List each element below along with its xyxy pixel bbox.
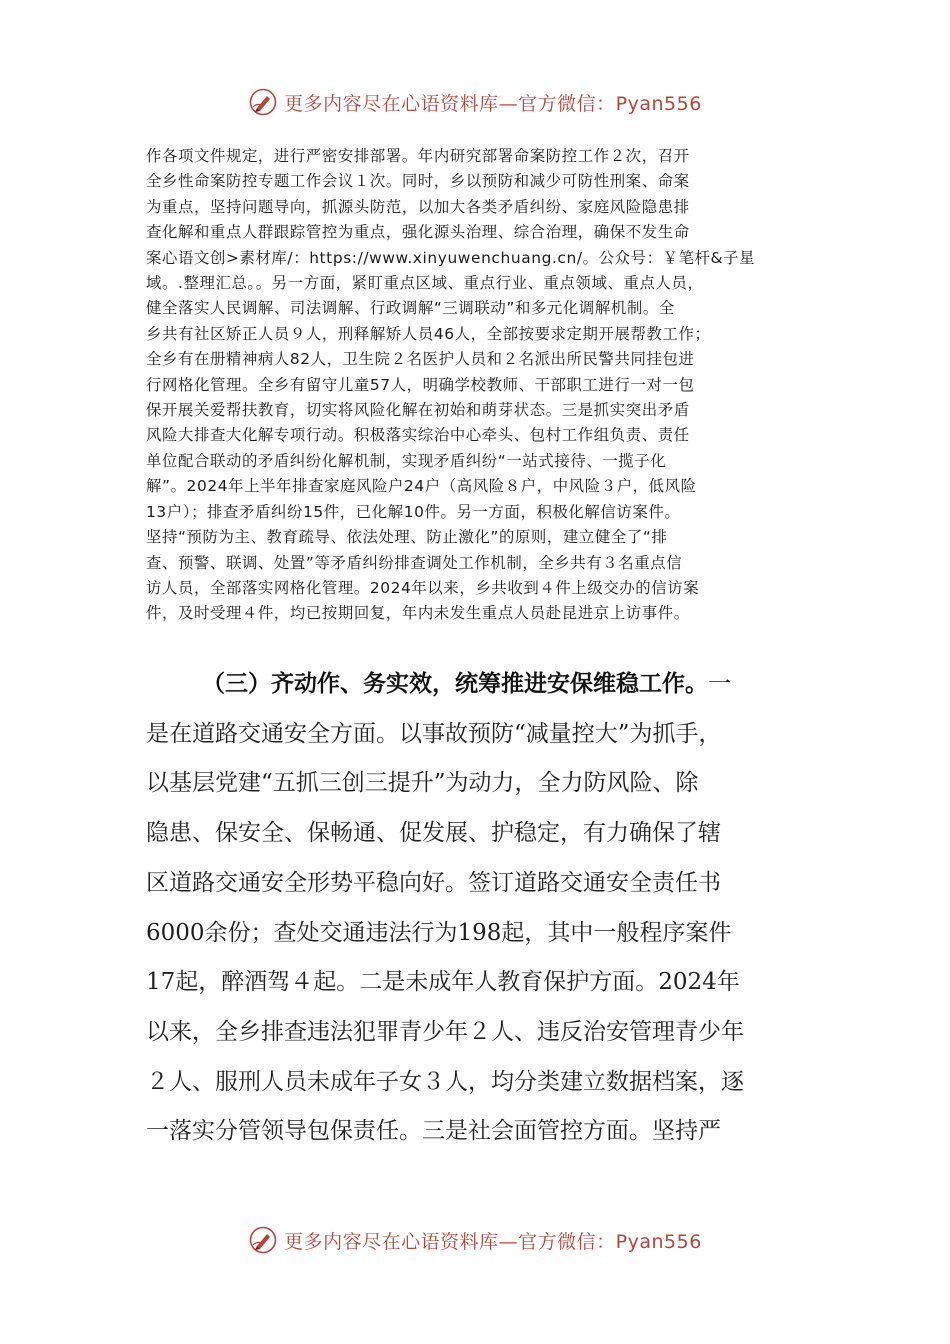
text-line: 访人员，全部落实网格化管理。2024年以来，乡共收到４件上级交办的信访案: [146, 578, 700, 597]
banner-text: [284, 1227, 702, 1254]
text-line: 区道路交通安全形势平稳向好。签订道路交通安全责任书: [146, 869, 721, 896]
text-line: ２人、服刑人员未成年子女３人，均分类建立数据档案，逐: [146, 1068, 744, 1095]
text-line: 以基层党建“五抓三创三提升”为动力，全力防风险、除: [146, 770, 699, 797]
section-heading: （三）齐动作、务实效，统筹推进安保维稳工作。: [202, 671, 708, 697]
text-line: 保开展关爱帮扶教育，切实将风险化解在初始和萌芽状态。三是抓实突出矛盾: [146, 401, 690, 420]
text-line: 是在道路交通安全方面。以事故预防“减量控大”为抓手，: [146, 720, 722, 747]
text-line: 解”。2024年上半年排查家庭风险户24户（高风险８户，中风险３户，低风险: [146, 477, 697, 496]
header-banner: [0, 84, 950, 120]
small-paragraph: [146, 144, 808, 627]
text-line: 作各项文件规定，进行严密安排部署。年内研究部署命案防控工作２次，召开: [146, 147, 690, 165]
text-line: 隐患、保安全、保畅通、促发展、护稳定，有力确保了辖: [146, 820, 721, 847]
text-line: 风险大排查大化解专项行动。积极落实综治中心牵头、包村工作组负责、责任: [146, 426, 690, 445]
pen-logo-icon: [248, 87, 278, 117]
text-line: 全乡性命案防控专题工作会议１次。同时，乡以预防和减少可防性刑案、命案: [146, 172, 690, 191]
text-line: 件，及时受理４件，均已按期回复，年内未发生重点人员赴昆进京上访事件。: [146, 604, 690, 623]
text-line: 为重点，坚持问题导向，抓源头防范，以加大各类矛盾纠纷、家庭风险隐患排: [146, 197, 690, 216]
section-heading-line: [146, 660, 808, 710]
footer-banner: [0, 1222, 950, 1258]
text-line: 13户）；排查矛盾纠纷15件，已化解10件。另一方面，积极化解信访案件。: [146, 502, 681, 521]
banner-main-text: 更多内容尽在心语资料库—官方微信：: [284, 1230, 616, 1253]
section-heading-continuation: 一: [708, 671, 731, 697]
text-line: 坚持“预防为主、教育疏导、依法处理、防止激化”的原则，建立健全了“排: [146, 528, 668, 547]
section-three: [146, 660, 808, 1157]
banner-main-text: 更多内容尽在心语资料库—官方微信：: [284, 92, 616, 115]
text-line: 全乡有在册精神病人82人，卫生院２名医护人员和２名派出所民警共同挂包进: [146, 350, 695, 369]
pen-logo-icon: [248, 1225, 278, 1255]
text-line: 单位配合联动的矛盾纠纷化解机制，实现矛盾纠纷“一站式接待、一揽子化: [146, 451, 667, 470]
text-line: 行网格化管理。全乡有留守儿童57人，明确学校教师、干部职工进行一对一包: [146, 375, 695, 394]
text-line: 案心语文创>素材库/：https://www.xinyuwenchuang.cn/。公众号：￥笔杆&子星: [146, 248, 756, 267]
text-line: 17起，醉酒驾４起。二是未成年人教育保护方面。2024年: [146, 969, 740, 996]
text-line: 一落实分管领导包保责任。三是社会面管控方面。坚持严: [146, 1118, 721, 1145]
text-line: 健全落实人民调解、司法调解、行政调解“三调联动”和多元化调解机制。全: [146, 299, 675, 318]
text-line: 乡共有社区矫正人员９人，刑释解矫人员46人，全部按要求定期开展帮教工作；: [146, 324, 711, 343]
text-line: 6000余份；查处交通违法行为198起，其中一般程序案件: [146, 919, 732, 946]
text-line: 查、预警、联调、处置”等矛盾纠纷排查调处工作机制，全乡共有３名重点信: [146, 553, 683, 572]
text-line: 查化解和重点人群跟踪管控为重点，强化源头治理、综合治理，确保不发生命: [146, 223, 690, 242]
banner-wechat-id: Pyan556: [615, 1230, 702, 1253]
text-line: 域。.整理汇总。。另一方面，紧盯重点区域、重点行业、重点领域、重点人员，: [146, 274, 704, 293]
banner-text: [284, 89, 702, 116]
text-line: 以来，全乡排查违法犯罪青少年２人、违反治安管理青少年: [146, 1018, 744, 1045]
banner-wechat-id: Pyan556: [615, 92, 702, 115]
